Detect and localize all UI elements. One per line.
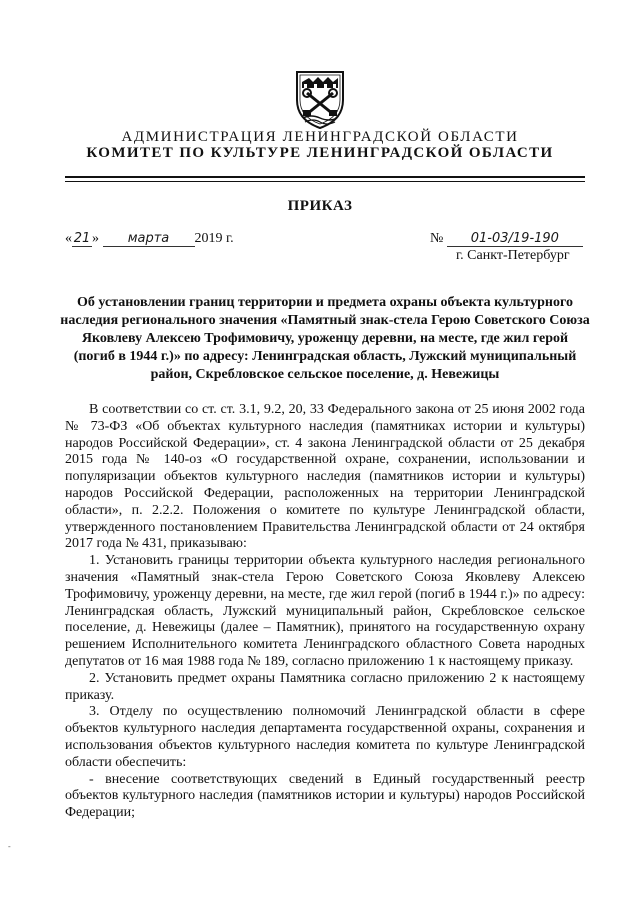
order-date [65, 231, 234, 247]
date-day: 21 [73, 231, 91, 246]
city: г. Санкт-Петербург [456, 248, 570, 263]
document-title: Об установлении границ территории и предмета охраны объекта культурного наследия регионального значения «Памятный знак-стела Герою Советского Союза Яковлеву Алексею Трофимовичу, уроженцу деревни, на месте, где жил герой (погиб в 1944 г.)» по адресу: Ленинградская область, Лужский муниципальный район, Скребловское сельское поселение, д. Невежицы [60, 295, 590, 382]
date-year: 2019 г. [194, 231, 234, 246]
preamble-paragraph: В соответствии со ст. ст. 3.1, 9.2, 20, 33 Федерального закона от 25 июня 2002 года № 73-ФЗ «Об объектах культурного наследия (памятниках истории и культуры) народов Российской Федерации», ст. 4 закона Ленинградской области от 25 декабря 2015 года № 140-оз «О государственной охране, сохранении, использовании и популяризации объектов культурного наследия (памятников истории и культуры) народов Российской Федерации, расположенных на территории Ленинградской области», п. 2.2.2. Положения о комитете по культуре Ленинградской области, утвержденного постановлением Правительства Ленинградской области от 24 октября 2017 года № 431, приказываю: [65, 402, 585, 552]
document-body [65, 402, 585, 822]
header-divider-thick [65, 176, 585, 178]
coat-of-arms-icon [293, 66, 347, 130]
order-number [430, 231, 583, 247]
date-month: марта [103, 231, 195, 247]
clause-3: 3. Отделу по осуществлению полномочий Ленинградской области в сфере объектов культурного наследия департамента государственной охраны, сохранения и использования объектов культурного наследия комитета по культуре Ленинградской области обеспечить: [65, 704, 585, 770]
number-value: 01-03/19-190 [447, 231, 583, 247]
clause-2: 2. Установить предмет охраны Памятника согласно приложению 2 к настоящему приказу. [65, 670, 585, 703]
committee-title: КОМИТЕТ ПО КУЛЬТУРЕ ЛЕНИНГРАДСКОЙ ОБЛАСТИ [86, 145, 554, 161]
number-prefix: № [430, 231, 444, 246]
margin-mark: - [8, 842, 11, 851]
date-open-quote: « [65, 231, 72, 246]
header-divider-thin [65, 181, 585, 182]
agency-title: АДМИНИСТРАЦИЯ ЛЕНИНГРАДСКОЙ ОБЛАСТИ [121, 129, 519, 145]
clause-3-item: - внесение соответствующих сведений в Единый государственный реестр объектов культурного наследия (памятников истории и культуры) народов Российской Федерации; [65, 771, 585, 821]
document-type: ПРИКАЗ [287, 198, 353, 214]
clause-1: 1. Установить границы территории объекта культурного наследия регионального значения «Памятный знак-стела Герою Советского Союза Яковлеву Алексею Трофимовичу, уроженцу деревни, на месте, где жил герой (погиб в 1944 г.)» по адресу: Ленинградская область, Лужский муниципальный район, Скребловское сельское поселение, д. Невежицы (далее – Памятник), принятого на государственную охрану решением Исполнительного комитета Ленинградского областного Совета народных депутатов от 16 мая 1988 года № 189, согласно приложению 1 к настоящему приказу. [65, 553, 585, 669]
date-close-quote: » [92, 231, 99, 246]
